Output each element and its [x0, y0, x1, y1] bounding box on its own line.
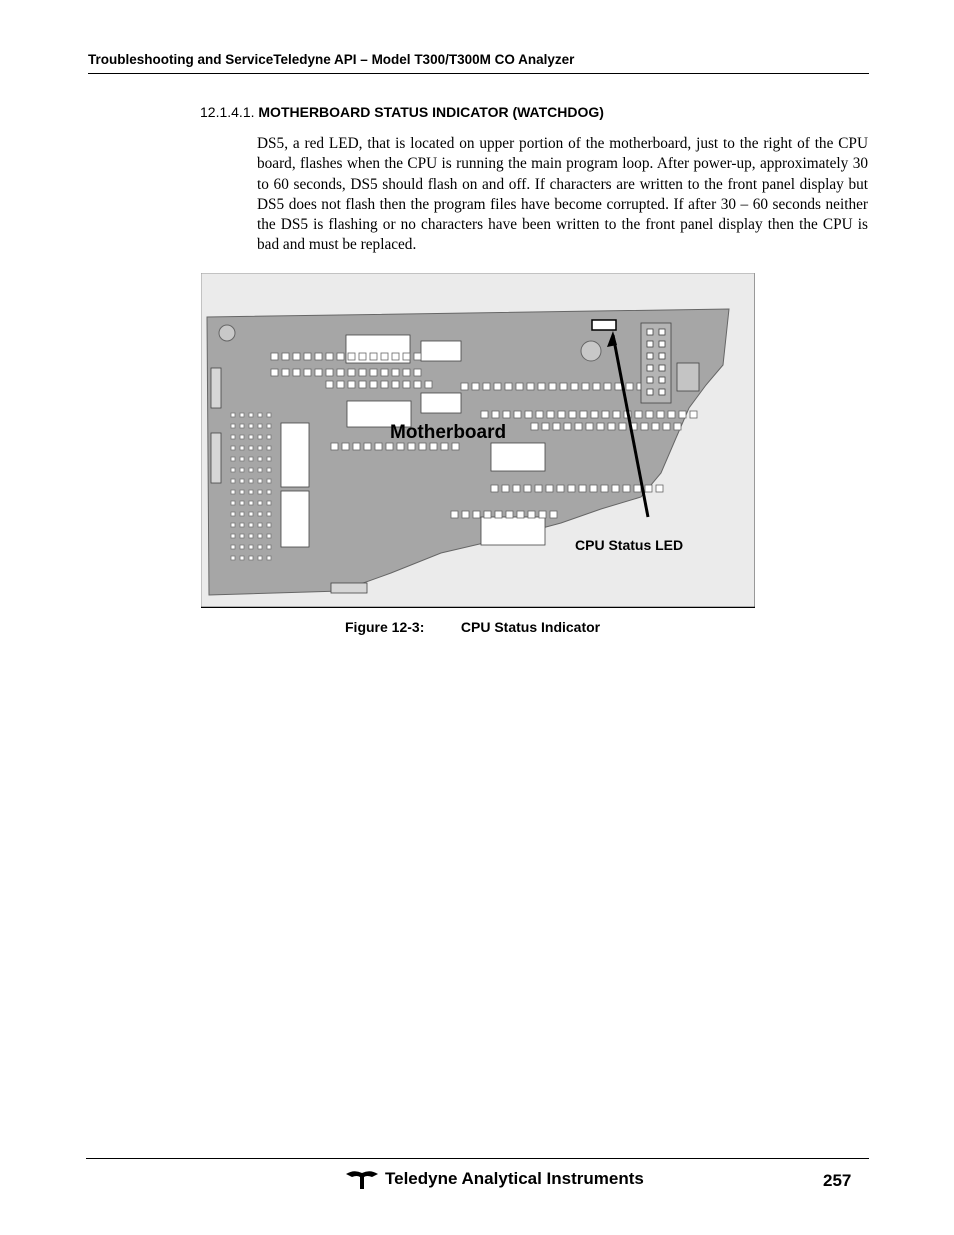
pin-pad [267, 556, 271, 560]
smd-part [337, 353, 344, 360]
smd-part [353, 443, 360, 450]
smd-part [524, 485, 531, 492]
smd-part [604, 383, 611, 390]
pin-pad [267, 413, 271, 417]
smd-part [282, 353, 289, 360]
pin-pad [659, 329, 665, 335]
pin-pad [249, 534, 253, 538]
smd-part [513, 485, 520, 492]
smd-part [646, 411, 653, 418]
pin-pad [231, 512, 235, 516]
pin-pad [240, 512, 244, 516]
smd-part [494, 383, 501, 390]
smd-part [516, 383, 523, 390]
smd-part [656, 485, 663, 492]
smd-part [451, 511, 458, 518]
pin-pad [647, 341, 653, 347]
smd-part [315, 353, 322, 360]
pin-pad [231, 435, 235, 439]
smd-part [619, 423, 626, 430]
smd-part [370, 369, 377, 376]
smd-part [419, 443, 426, 450]
pin-pad [249, 446, 253, 450]
pin-pad [647, 365, 653, 371]
pin-pad [647, 377, 653, 383]
smd-part [392, 369, 399, 376]
smd-part [271, 353, 278, 360]
pin-pad [249, 457, 253, 461]
ic-chip [281, 491, 309, 547]
pin-pad [240, 468, 244, 472]
page-footer [345, 1168, 852, 1190]
pin-pad [267, 435, 271, 439]
pin-pad [249, 424, 253, 428]
smd-part [663, 423, 670, 430]
component [677, 363, 699, 391]
pin-pad [267, 534, 271, 538]
smd-part [612, 485, 619, 492]
header [211, 368, 221, 408]
pin-pad [240, 490, 244, 494]
smd-part [491, 485, 498, 492]
smd-part [571, 383, 578, 390]
smd-part [679, 411, 686, 418]
pin-pad [267, 479, 271, 483]
running-header [88, 52, 869, 74]
pin-pad [258, 512, 262, 516]
pin-pad [258, 556, 262, 560]
smd-part [591, 411, 598, 418]
smd-part [414, 381, 421, 388]
smd-part [337, 369, 344, 376]
smd-part [293, 353, 300, 360]
pin-pad [258, 457, 262, 461]
pin-pad [647, 329, 653, 335]
smd-part [514, 411, 521, 418]
smd-part [348, 369, 355, 376]
smd-part [392, 353, 399, 360]
section-body: DS5, a red LED, that is located on upper portion of the motherboard, just to the right of the CPU board, flashes when the CPU is running the main program loop. After power-up, approximately 30 to 60 seconds, DS5 should flash on and off. If characters are written to the front panel display but DS5 does not flash then the program files have become corrupted. If after 30 – 60 seconds neither the DS5 is flashing or no characters have been written to the front panel display then the CPU is bad and must be replaced. [257, 135, 868, 254]
pin-pad [258, 424, 262, 428]
pin-pad [249, 545, 253, 549]
pin-pad [258, 501, 262, 505]
section-title: MOTHERBOARD STATUS INDICATOR (WATCHDOG) [258, 104, 604, 120]
smd-part [304, 369, 311, 376]
board-hole [581, 341, 601, 361]
section-number: 12.1.4.1. [200, 104, 255, 120]
smd-part [652, 423, 659, 430]
smd-part [414, 353, 421, 360]
smd-part [364, 443, 371, 450]
smd-part [472, 383, 479, 390]
pin-pad [659, 377, 665, 383]
smd-part [461, 383, 468, 390]
smd-part [674, 423, 681, 430]
pin-pad [258, 435, 262, 439]
smd-part [634, 485, 641, 492]
header [211, 433, 221, 483]
smd-part [370, 381, 377, 388]
pin-pad [231, 534, 235, 538]
pin-pad [240, 435, 244, 439]
pin-pad [258, 479, 262, 483]
ds5-led-marker [592, 320, 616, 330]
smd-part [282, 369, 289, 376]
ic-chip [421, 393, 461, 413]
smd-part [408, 443, 415, 450]
pin-pad [258, 490, 262, 494]
pin-pad [240, 424, 244, 428]
smd-part [348, 381, 355, 388]
footer-company: Teledyne Analytical Instruments [385, 1169, 644, 1188]
smd-part [392, 381, 399, 388]
smd-part [348, 353, 355, 360]
pin-pad [249, 523, 253, 527]
caption-number: Figure 12-3: [345, 619, 425, 635]
running-title: Troubleshooting and ServiceTeledyne API – Model T300/T300M CO Analyzer [88, 52, 575, 67]
smd-part [271, 369, 278, 376]
pin-pad [267, 545, 271, 549]
smd-part [441, 443, 448, 450]
pin-pad [231, 413, 235, 417]
smd-part [462, 511, 469, 518]
ic-chip [421, 341, 461, 361]
smd-part [564, 423, 571, 430]
pin-pad [231, 556, 235, 560]
cpu-status-led-label: CPU Status LED [575, 537, 684, 553]
smd-part [527, 383, 534, 390]
smd-part [331, 443, 338, 450]
smd-part [381, 381, 388, 388]
pin-pad [240, 523, 244, 527]
pin-pad [267, 468, 271, 472]
pin-pad [231, 545, 235, 549]
pin-pad [249, 435, 253, 439]
smd-part [542, 423, 549, 430]
page-number: 257 [823, 1171, 852, 1190]
smd-part [590, 485, 597, 492]
smd-part [575, 423, 582, 430]
ic-chip [491, 443, 545, 471]
smd-part [582, 383, 589, 390]
smd-part [326, 353, 333, 360]
header [331, 583, 367, 593]
pin-pad [249, 556, 253, 560]
connector [641, 323, 671, 403]
smd-part [359, 369, 366, 376]
pin-pad [659, 365, 665, 371]
pin-pad [249, 479, 253, 483]
smd-part [601, 485, 608, 492]
smd-part [473, 511, 480, 518]
smd-part [608, 423, 615, 430]
smd-part [483, 383, 490, 390]
motherboard-figure [201, 273, 755, 608]
smd-part [553, 423, 560, 430]
smd-part [517, 511, 524, 518]
smd-part [381, 369, 388, 376]
ic-chip [346, 335, 410, 363]
smd-part [579, 485, 586, 492]
smd-part [337, 381, 344, 388]
pin-pad [249, 512, 253, 516]
smd-part [528, 511, 535, 518]
smd-part [613, 411, 620, 418]
smd-part [626, 383, 633, 390]
smd-part [414, 369, 421, 376]
smd-part [531, 423, 538, 430]
smd-part [623, 485, 630, 492]
smd-part [525, 411, 532, 418]
pin-pad [249, 501, 253, 505]
pin-pad [258, 545, 262, 549]
figure-caption [345, 619, 600, 635]
smd-part [315, 369, 322, 376]
pin-pad [659, 353, 665, 359]
pin-pad [267, 446, 271, 450]
motherboard-label: Motherboard [390, 422, 507, 443]
smd-part [481, 411, 488, 418]
pin-pad [258, 534, 262, 538]
smd-part [381, 353, 388, 360]
pin-pad [267, 523, 271, 527]
smd-part [359, 381, 366, 388]
pin-pad [240, 556, 244, 560]
pin-pad [231, 468, 235, 472]
smd-part [505, 383, 512, 390]
pin-pad [231, 424, 235, 428]
pin-pad [231, 479, 235, 483]
smd-part [557, 485, 564, 492]
smd-part [502, 485, 509, 492]
pin-pad [267, 501, 271, 505]
pin-pad [249, 468, 253, 472]
pin-pad [240, 413, 244, 417]
pin-pad [231, 501, 235, 505]
smd-part [635, 411, 642, 418]
pin-pad [240, 479, 244, 483]
smd-part [403, 369, 410, 376]
pin-pad [249, 413, 253, 417]
motherboard-illustration [201, 273, 755, 608]
smd-part [503, 411, 510, 418]
pin-pad [240, 534, 244, 538]
smd-part [359, 353, 366, 360]
smd-part [547, 411, 554, 418]
pin-pad [258, 468, 262, 472]
smd-part [568, 485, 575, 492]
smd-part [580, 411, 587, 418]
smd-part [560, 383, 567, 390]
smd-part [326, 369, 333, 376]
pin-pad [258, 523, 262, 527]
smd-part [645, 485, 652, 492]
ic-chip [481, 517, 545, 545]
smd-part [597, 423, 604, 430]
pin-pad [267, 457, 271, 461]
smd-part [657, 411, 664, 418]
smd-part [484, 511, 491, 518]
smd-part [293, 369, 300, 376]
smd-part [304, 353, 311, 360]
pin-pad [240, 545, 244, 549]
pin-pad [659, 389, 665, 395]
ic-chip [281, 423, 309, 487]
smd-part [536, 411, 543, 418]
pin-pad [647, 353, 653, 359]
smd-part [326, 381, 333, 388]
smd-part [492, 411, 499, 418]
teledyne-logo-icon [345, 1168, 379, 1190]
smd-part [506, 511, 513, 518]
smd-part [586, 423, 593, 430]
smd-part [403, 381, 410, 388]
smd-part [342, 443, 349, 450]
pin-pad [231, 457, 235, 461]
pin-pad [267, 490, 271, 494]
pin-pad [659, 341, 665, 347]
smd-part [397, 443, 404, 450]
smd-part [425, 381, 432, 388]
pin-pad [231, 523, 235, 527]
smd-part [549, 383, 556, 390]
smd-part [535, 485, 542, 492]
pin-pad [231, 490, 235, 494]
smd-part [558, 411, 565, 418]
smd-part [495, 511, 502, 518]
smd-part [569, 411, 576, 418]
smd-part [403, 353, 410, 360]
pin-pad [231, 446, 235, 450]
smd-part [375, 443, 382, 450]
smd-part [452, 443, 459, 450]
pin-pad [258, 413, 262, 417]
pin-pad [267, 512, 271, 516]
smd-part [593, 383, 600, 390]
pin-pad [240, 457, 244, 461]
pin-pad [240, 501, 244, 505]
smd-part [539, 511, 546, 518]
smd-part [386, 443, 393, 450]
smd-part [370, 353, 377, 360]
pin-pad [267, 424, 271, 428]
pin-pad [240, 446, 244, 450]
smd-part [538, 383, 545, 390]
smd-part [550, 511, 557, 518]
caption-title: CPU Status Indicator [460, 619, 601, 635]
smd-part [430, 443, 437, 450]
smd-part [546, 485, 553, 492]
pin-pad [647, 389, 653, 395]
pin-pad [249, 490, 253, 494]
pin-pad [258, 446, 262, 450]
smd-part [690, 411, 697, 418]
smd-part [668, 411, 675, 418]
board-hole [219, 325, 235, 341]
footer-rule [86, 1158, 869, 1159]
smd-part [602, 411, 609, 418]
section-heading [200, 104, 604, 120]
smd-part [641, 423, 648, 430]
